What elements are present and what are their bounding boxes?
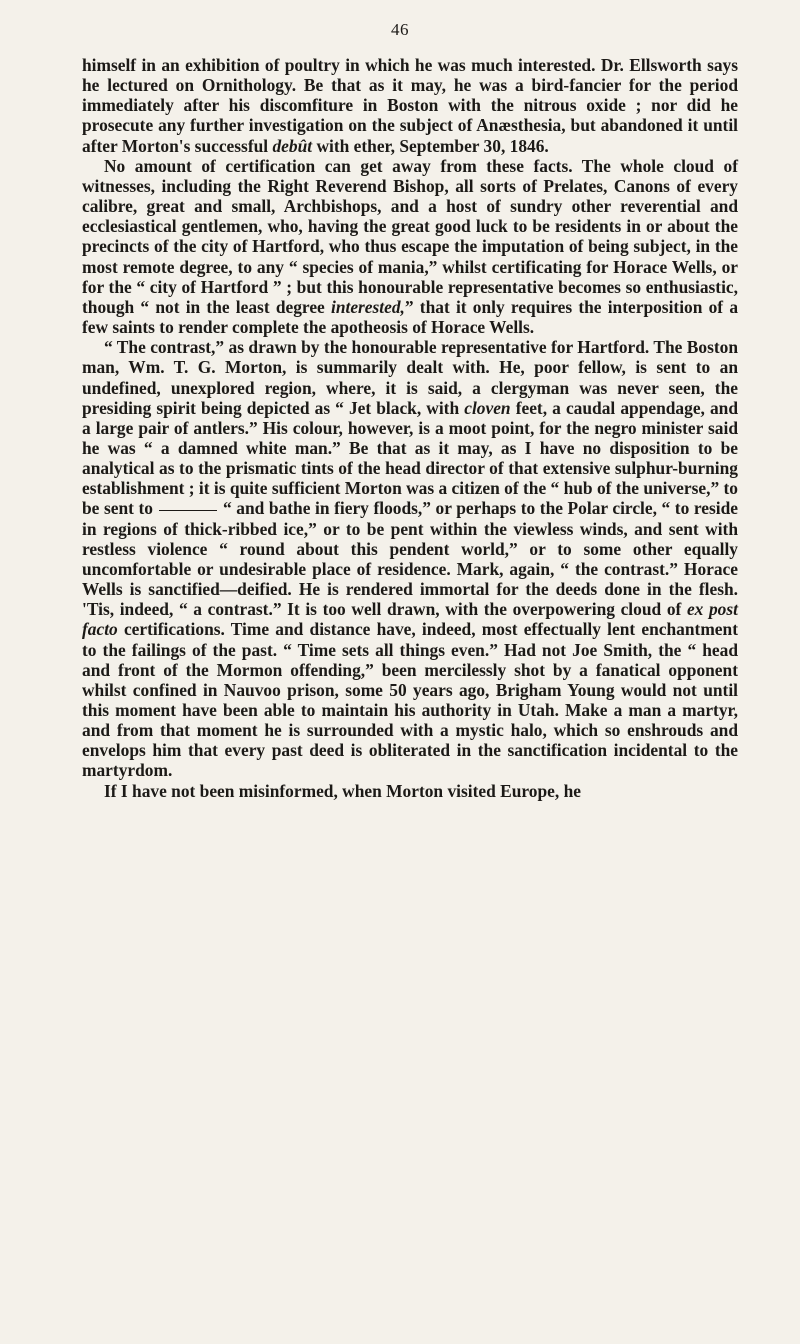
- paragraph-1: [82, 55, 738, 156]
- paragraph-2: [82, 156, 738, 337]
- paragraph-4: [82, 781, 738, 801]
- text-run: certifications. Time and distance have, indeed, most effectually lent enchantment to the failings of the past. “ Time sets all things even.” Had not Joe Smith, the “ head and front of the Mormon offending,” been mercilessly shot by a fanatical opponent whilst confined in Nauvoo prison, some 50 years ago, Brigham Young would not until this moment have been able to maintain his authority in Utah. Make a man a martyr, and from that moment he is surrounded with a mystic halo, which so enshrouds and envelops him that every past deed is obliterated in the sanctification incidental to the martyrdom.: [82, 619, 738, 781]
- italic-term: interested,: [330, 296, 405, 317]
- italic-term: debût: [272, 135, 313, 156]
- text-run: “ The contrast,” as drawn by the honourable representative for Hartford. The Boston man, Wm. T. G. Morton, is summarily dealt with. He, poor fellow, is sent to an undefined, unexplored region, where, it is said, a clergyman was never seen, the presiding spirit being depicted as “ Jet black, with: [82, 337, 738, 418]
- text-run: ” that it only requires the interposition of a few saints to render complete the apotheosis of Horace Wells.: [82, 296, 739, 338]
- text-run: “ and bathe in fiery floods,” or perhaps to the Polar circle, “ to reside in regions of thick-ribbed ice,” or to be pent within the viewless winds, and sent with restless violence “ round about this pendent world,” or to some other equally uncomfortable or undesirable place of residence. Mark, again, “ the contrast.” Horace Wells is sanctified—deified. He is rendered immortal for the deeds done in the flesh. 'Tis, indeed, “ a contrast.” It is too well drawn, with the overpowering cloud of: [82, 498, 738, 620]
- page-number: 46: [391, 20, 409, 39]
- text-run: himself in an exhibition of poultry in which he was much interested. Dr. Ellsworth says he lectured on Ornithology. Be that as it may, he was a bird-fancier for the period immediately after his discomfiture in Boston with the nitrous oxide ; nor did he prosecute any further investigation on the subject of Anæsthesia, but abandoned it until after Morton's successful: [82, 55, 738, 156]
- body-text: [82, 55, 738, 801]
- text-run: with ether, September 30, 1846.: [312, 135, 549, 156]
- text-run: feet, a caudal appendage, and a large pair of antlers.” His colour, however, is a moot point, for the negro minister said he was “ a damned white man.” Be that as it may, as I have no disposition to be analytical as to the prismatic tints of the head director of that extensive sulphur-burning establishment ; it is quite sufficient Morton was a citizen of the “ hub of the universe,” to be sent to: [82, 397, 739, 519]
- italic-term: cloven: [464, 397, 511, 418]
- text-run: If I have not been misinformed, when Morton visited Europe, he: [104, 780, 581, 801]
- paragraph-3: [82, 337, 738, 780]
- em-dash-rule: [159, 510, 217, 511]
- text-run: No amount of certification can get away from these facts. The whole cloud of witnesses, including the Right Reverend Bishop, all sorts of Prelates, Canons of every calibre, great and small, Archbishops, and a host of sundry other reverential and ecclesiastical gentlemen, who, having the great good luck to be residents in or about the precincts of the city of Hartford, who thus escape the imputation of being subject, in the most remote degree, to any “ species of mania,” whilst certificating for Horace Wells, or for the “ city of Hartford ” ; but this honourable representative becomes so enthusiastic, though “ not in the least degree: [82, 155, 738, 317]
- italic-term: ex post facto: [82, 599, 738, 640]
